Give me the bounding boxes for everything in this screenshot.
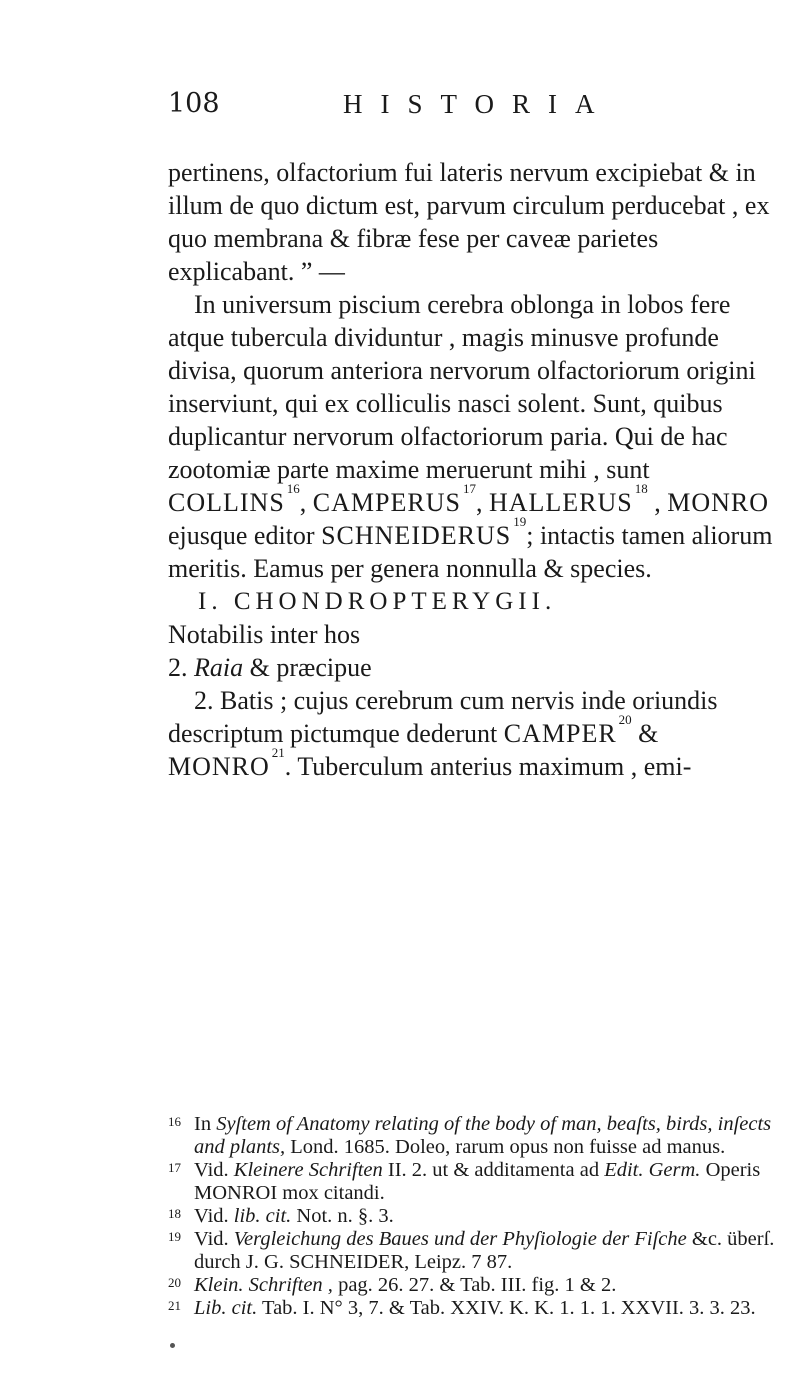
genus-name: Raia — [194, 653, 244, 682]
paragraph-4: 2. Raia & præcipue — [168, 653, 372, 682]
paper-speck — [170, 1343, 175, 1348]
author-monro: MONRO — [667, 488, 770, 517]
footnote-ref-16: 16 — [286, 481, 300, 496]
author-camperus: CAMPERUS — [312, 488, 461, 517]
footnote-number: 21 — [168, 1298, 181, 1313]
footnote: 20 Klein. Schriften , pag. 26. 27. & Tab. III. fig. 1 & 2. — [168, 1274, 778, 1297]
footnote-ref-18: 18 — [634, 481, 648, 496]
footnote-number: 17 — [168, 1160, 181, 1175]
paragraph-2: In universum piscium cerebra oblonga in lobos fere atque tubercula dividuntur , magis minusve profunde divisa, quorum anteriora nervorum olfactoriorum origini inserviunt, qui ex colliculis nasci solent. Sunt, quibus duplicantur nervorum olfactoriorum paria. Qui de hac zootomiæ parte maxime meruerunt mihi , sunt COLLINS $^{16}$, CAMPERUS $^{17}$, HALLERUS $^{18}$ , MONRO ejusque editor SCHNEIDERUS $^{19}$; intactis tamen aliorum meritis. Eamus per genera nonnulla & species. — [168, 290, 773, 583]
footnote: 16 In Syſtem of Anatomy relating of the body of man, beaſts, birds, inſects and plants, Lond. 1685. Doleo, rarum opus non fuisse ad manus. — [168, 1113, 778, 1159]
footnote-number: 16 — [168, 1114, 181, 1129]
footnote-ref-17: 17 — [462, 481, 476, 496]
page-number: 108 — [168, 88, 220, 119]
footnote-number: 19 — [168, 1229, 181, 1244]
footnote: 21 Lib. cit. Tab. I. N° 3, 7. & Tab. XXIV. K. K. 1. 1. 1. XXVII. 3. 3. 23. — [168, 1297, 778, 1320]
footnote: 18 Vid. lib. cit. Not. n. §. 3. — [168, 1205, 778, 1228]
footnote: 19 Vid. Vergleichung des Baues und der Phyſiologie der Fiſche &c. überſ. durch J. G. SCHNEIDER, Leipz. 7 87. — [168, 1228, 778, 1274]
footnotes — [168, 1113, 778, 1320]
author-hallerus: HALLERUS — [488, 488, 633, 517]
footnote: 17 Vid. Kleinere Schriften II. 2. ut & additamenta ad Edit. Germ. Operis MONROI mox citandi. — [168, 1159, 778, 1205]
main-text — [168, 156, 778, 783]
footnote-number: 18 — [168, 1206, 181, 1221]
footnote-ref-21: 21 — [271, 745, 285, 760]
footnote-ref-20: 20 — [618, 712, 632, 727]
running-title: HISTORIA — [343, 89, 613, 119]
author-camper: CAMPER — [503, 719, 617, 748]
author-collins: COLLINS — [168, 488, 285, 517]
footnote-ref-19: 19 — [513, 514, 527, 529]
author-monro-2: MONRO — [168, 752, 270, 781]
author-schneiderus: SCHNEIDERUS — [321, 521, 512, 550]
paragraph-1: pertinens, olfactorium fui lateris nervum excipiebat & in illum de quo dictum est, parvum circulum perducebat , ex quo membrana & fibræ fese per caveæ parietes explicabant. ” — — [168, 158, 770, 286]
paragraph-3: Notabilis inter hos — [168, 620, 361, 649]
paragraph-5: 2. Batis ; cujus cerebrum cum nervis inde oriundis descriptum pictumque dederunt CAMPER $^{20}$ & MONRO $^{21}$. Tuberculum anterius maximum , emi- — [168, 686, 718, 781]
section-heading: I. CHONDROPTERYGII. — [198, 588, 557, 615]
footnote-number: 20 — [168, 1275, 181, 1290]
